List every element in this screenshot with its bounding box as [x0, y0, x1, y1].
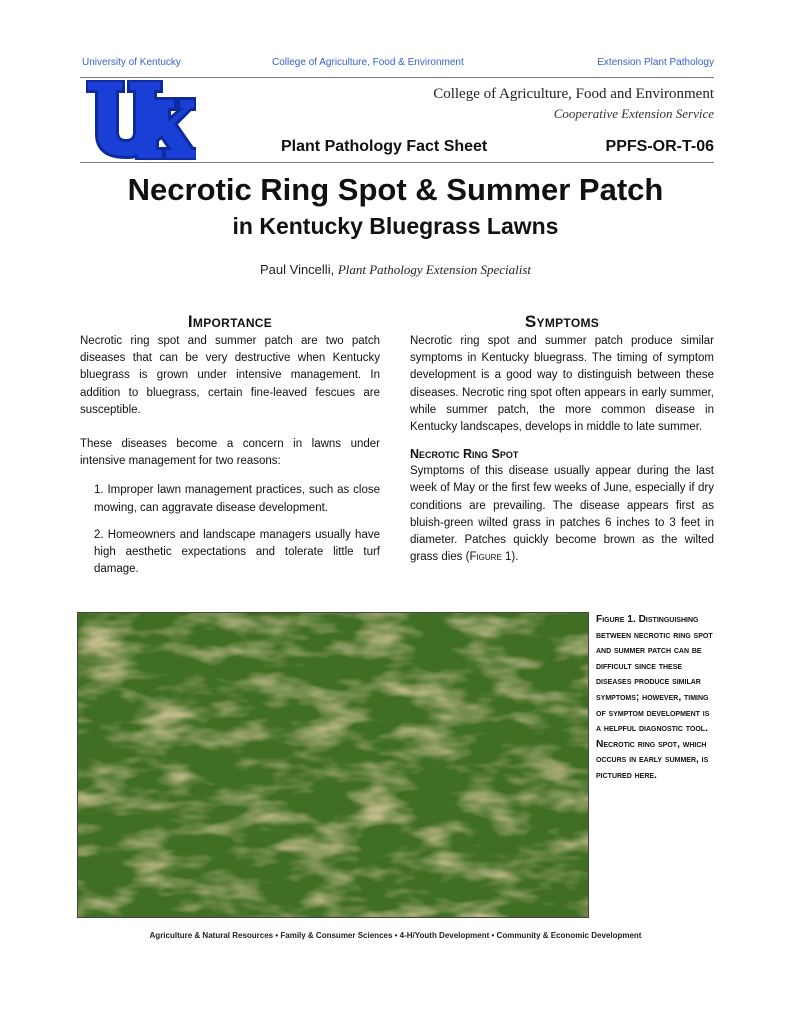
author-line: [0, 262, 791, 278]
header-rule-bottom: [80, 162, 714, 163]
importance-heading: Importance: [187, 312, 273, 331]
top-links: [80, 57, 714, 71]
importance-paragraph: Necrotic ring spot and summer patch are two patch diseases that can be very destructive when Kentucky bluegrass is grown under intensive management. In addition to bluegrass, certain fine-leaved fescues are susceptible.: [80, 335, 380, 416]
lawn-photo: [77, 612, 589, 918]
symptoms-heading: Symptoms: [524, 312, 600, 331]
symptoms-paragraph: Necrotic ring spot and summer patch produce similar symptoms in Kentucky bluegrass. The timing of symptom development is a good way to distinguish between these diseases. Necrotic ring spot often appears in early summer, while summer patch, the more common disease in Kentucky landscapes, develops in middle to late summer.: [410, 335, 714, 434]
necrotic-ring-spot-heading: Necrotic Ring Spot: [410, 447, 519, 462]
figure-caption-text: Distinguishing between necrotic ring spot and summer patch can be difficult since these diseases produce similar symptoms; however, timing of symptom development is a helpful diagnostic tool. Necrotic ring spot, which occurs in early summer, is pictured here.: [596, 614, 713, 781]
header-rule-top: [80, 77, 714, 78]
author-role: Plant Pathology Extension Specialist: [337, 262, 531, 277]
service-name: Cooperative Extension Service: [553, 106, 714, 121]
list-item: 2. Homeowners and landscape managers usually have high aesthetic expectations and tolerate little turf damage.: [94, 528, 380, 576]
importance-column: [80, 333, 380, 578]
university-link[interactable]: University of Kentucky: [82, 57, 181, 68]
sheet-type: Plant Pathology Fact Sheet: [281, 138, 488, 155]
author-name: Paul Vincelli,: [260, 262, 335, 277]
page-subtitle: in Kentucky Bluegrass Lawns: [232, 213, 559, 239]
college-link[interactable]: College of Agriculture, Food & Environment: [272, 57, 464, 68]
symptoms-column: [410, 333, 714, 566]
importance-paragraph: These diseases become a concern in lawns under intensive management for two reasons:: [80, 438, 380, 468]
figure-caption: Figure 1. Distinguishing between necrotic ring spot and summer patch can be difficult since these diseases produce similar symptoms; however, timing of symptom development is a helpful diagnostic tool. Necrotic ring spot, which occurs in early summer, is pictured here.: [596, 614, 713, 781]
figure-reference[interactable]: Figure 1: [469, 551, 512, 564]
department-link[interactable]: Extension Plant Pathology: [597, 57, 714, 68]
page-title: Necrotic Ring Spot & Summer Patch: [127, 172, 664, 207]
symptoms-paragraph: Symptoms of this disease usually appear during the last week of May or the first few weeks of June, especially if dry conditions are prevailing. The disease appears first as bluish-green wilted grass in patches 6 inches to 3 feet in diameter. Patches quickly become brown as the wilted grass dies (Figure 1).: [410, 465, 714, 564]
college-name: College of Agriculture, Food and Environment: [433, 86, 714, 102]
uk-logo: [86, 80, 196, 160]
sheet-code: PPFS-OR-T-06: [605, 138, 714, 155]
list-item: 1. Improper lawn management practices, such as close mowing, can aggravate disease development.: [94, 484, 380, 514]
figure-label: Figure 1: [596, 614, 633, 625]
footer-programs: Agriculture & Natural Resources • Family & Consumer Sciences • 4-H/Youth Development • Community & Economic Development: [149, 931, 642, 940]
